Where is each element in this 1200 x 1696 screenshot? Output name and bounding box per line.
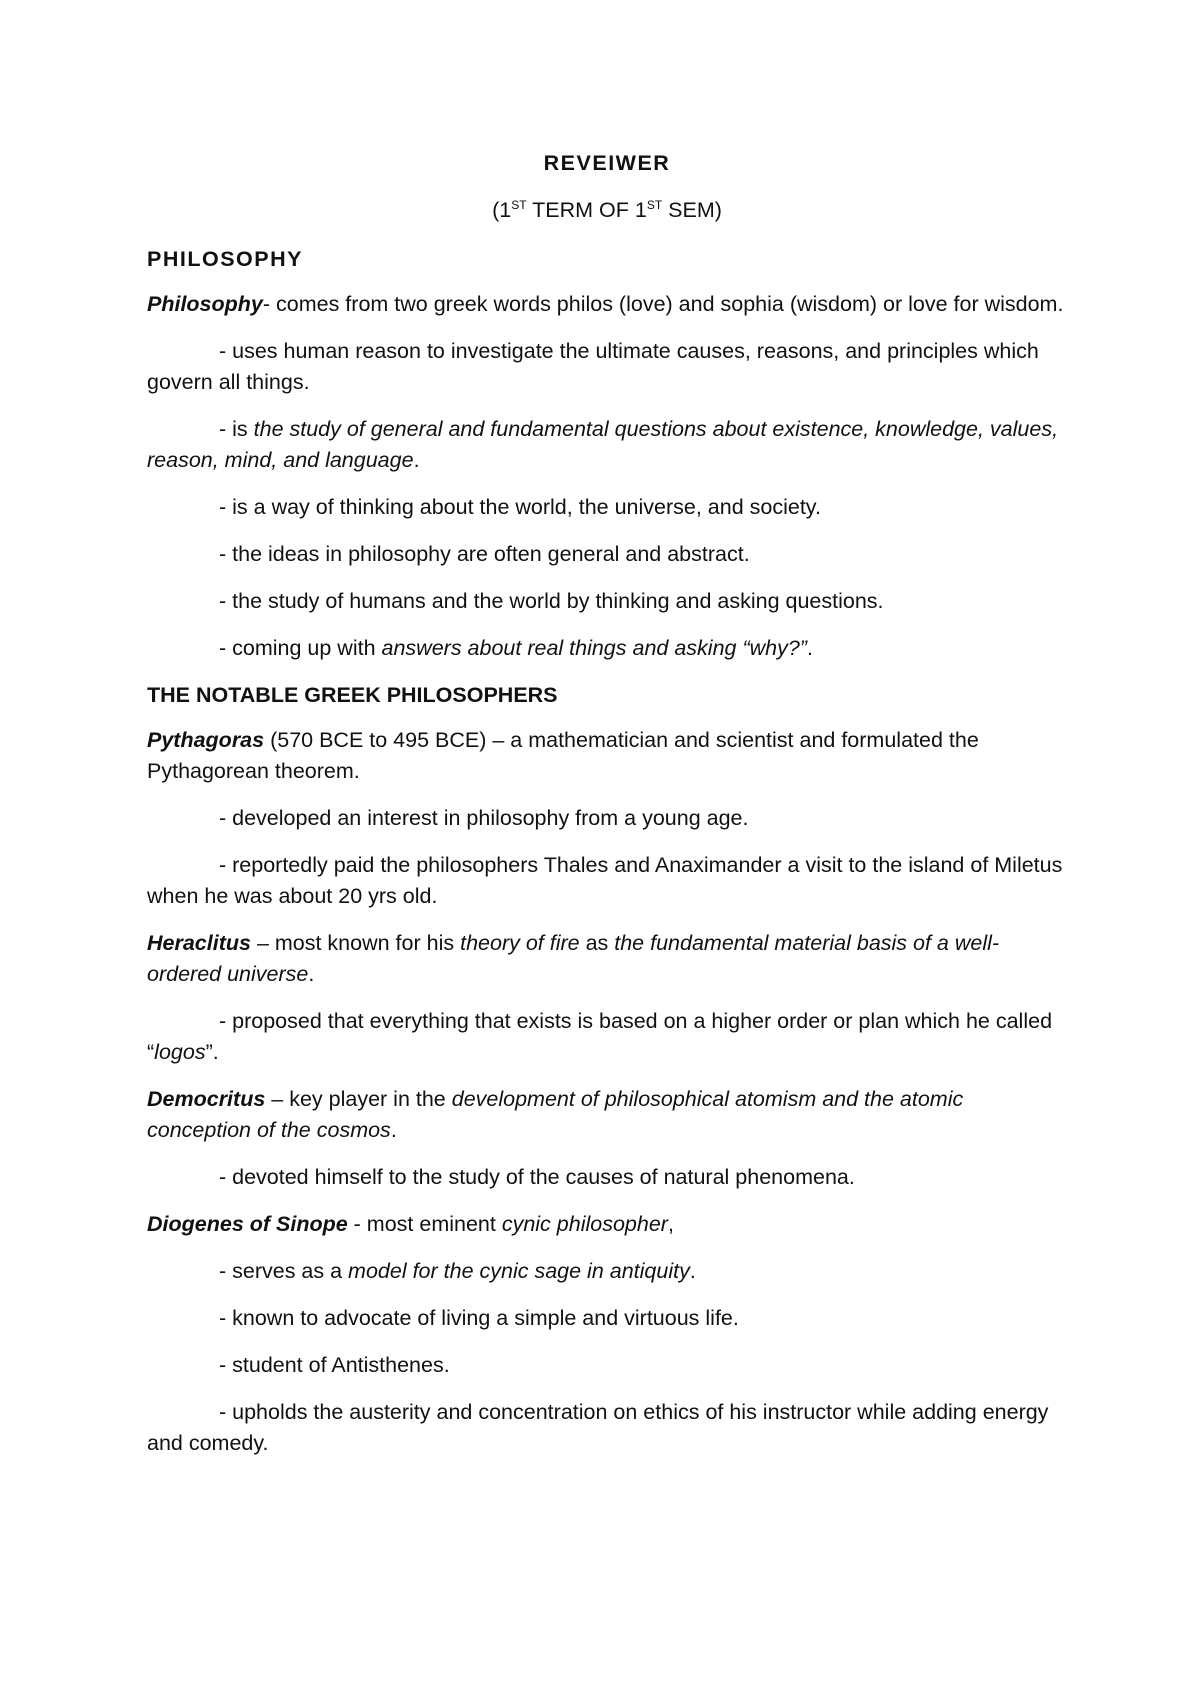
text-run: - coming up with: [219, 636, 382, 660]
philosopher-entry-diogenes: [147, 1209, 1067, 1240]
philosopher-point: - devoted himself to the study of the causes of natural phenomena.: [219, 1165, 855, 1189]
philosophy-point: - is a way of thinking about the world, the universe, and society.: [219, 495, 821, 519]
subtitle-part: (1: [492, 198, 512, 222]
definition-term: Philosophy: [147, 292, 263, 316]
text-run: - proposed that everything that exists is based on a higher order or plan which he called “: [147, 1009, 1053, 1064]
italic-text: the study of general and fundamental questions about existence, knowledge, values, reason, mind, and language: [147, 417, 1059, 472]
text-run: .: [308, 962, 315, 986]
philosophy-point: [147, 633, 1067, 664]
philosopher-name: Diogenes of Sinope: [147, 1212, 348, 1236]
philosopher-name: Heraclitus: [147, 931, 251, 955]
text-run: ,: [667, 1212, 674, 1236]
document-body: [147, 148, 1067, 1475]
definition-paragraph: [147, 289, 1067, 320]
philosopher-point: - upholds the austerity and concentration on ethics of his instructor while adding energy and comedy.: [147, 1400, 1049, 1455]
document-subtitle: [147, 195, 1067, 226]
philosophy-point: - the ideas in philosophy are often general and abstract.: [219, 542, 750, 566]
italic-text: the fundamental material basis of a well-ordered universe: [147, 931, 1000, 986]
text-run: .: [806, 636, 813, 660]
text-run: .: [390, 1118, 397, 1142]
text-run: ”.: [205, 1040, 219, 1064]
philosophy-point: - the study of humans and the world by thinking and asking questions.: [219, 589, 884, 613]
text-run: (570 BCE to 495 BCE) – a mathematician and scientist and formulated the Pythagorean theorem.: [147, 728, 979, 783]
text-run: - serves as a: [219, 1259, 349, 1283]
philosopher-point: - student of Antisthenes.: [219, 1353, 450, 1377]
philosophy-point: - uses human reason to investigate the ultimate causes, reasons, and principles which govern all things.: [147, 339, 1039, 394]
philosopher-entry-pythagoras: [147, 725, 1067, 787]
document-title: REVEIWER: [543, 151, 671, 175]
subtitle-part: TERM OF 1: [526, 198, 647, 222]
text-run: – key player in the: [265, 1087, 452, 1111]
italic-text: theory of fire: [460, 931, 580, 955]
text-run: .: [689, 1259, 696, 1283]
philosopher-name: Democritus: [147, 1087, 266, 1111]
text-run: - most eminent: [347, 1212, 502, 1236]
philosopher-point: - developed an interest in philosophy from a young age.: [219, 806, 749, 830]
philosopher-point: - known to advocate of living a simple and virtuous life.: [219, 1306, 739, 1330]
subtitle-superscript: ST: [511, 198, 527, 212]
italic-text: answers about real things and asking “why?”: [381, 636, 807, 660]
philosopher-point: [147, 1006, 1067, 1068]
text-run: – most known for his: [250, 931, 461, 955]
italic-text: model for the cynic sage in antiquity: [348, 1259, 690, 1283]
section-heading-philosophers: THE NOTABLE GREEK PHILOSOPHERS: [147, 683, 558, 707]
philosophy-point: [147, 414, 1067, 476]
philosopher-entry-heraclitus: [147, 928, 1067, 990]
italic-text: logos: [154, 1040, 206, 1064]
subtitle-superscript: ST: [646, 198, 663, 212]
philosopher-point: - reportedly paid the philosophers Thales and Anaximander a visit to the island of Miletus when he was about 20 yrs old.: [147, 853, 1063, 908]
definition-text: - comes from two greek words philos (love) and sophia (wisdom) or love for wisdom.: [262, 292, 1064, 316]
italic-text: cynic philosopher: [501, 1212, 668, 1236]
text-run: as: [579, 931, 615, 955]
philosopher-point: [147, 1256, 1067, 1287]
text-run: - is: [219, 417, 254, 441]
text-run: .: [413, 448, 420, 472]
italic-text: development of philosophical atomism and the atomic conception of the cosmos: [147, 1087, 964, 1142]
section-heading-philosophy: PHILOSOPHY: [147, 247, 303, 271]
philosopher-name: Pythagoras: [147, 728, 265, 752]
subtitle-part: SEM): [662, 198, 722, 222]
philosopher-entry-democritus: [147, 1084, 1067, 1146]
